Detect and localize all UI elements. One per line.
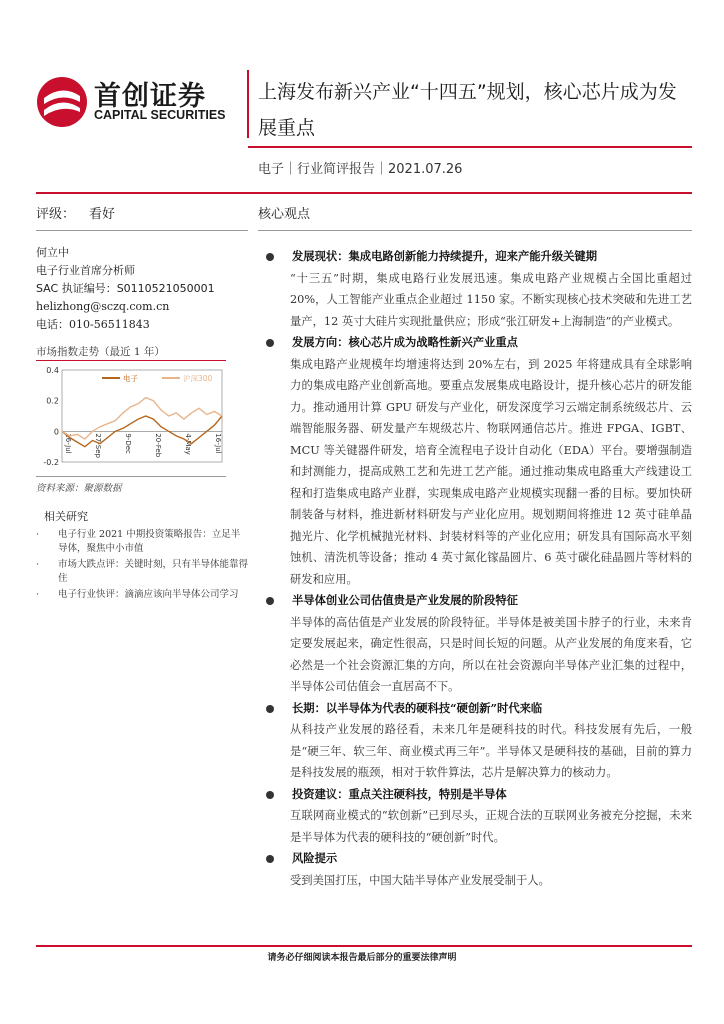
main-divider bbox=[258, 230, 692, 231]
y-tick-label: 0 bbox=[53, 427, 59, 437]
market-index-chart bbox=[36, 362, 226, 474]
y-tick-label: 0.4 bbox=[46, 366, 59, 375]
rating bbox=[36, 203, 115, 222]
section-paragraph: 半导体的高估值是产业发展的阶段特征。半导体是被美国卡脖子的行业，未来肯定要发展起来，确定性很高，只是时间长短的问题。从产业发展的角度来看，它必然是一个社会资源汇集的方向，所以在社会资源向半导体产业汇集的过程中，半导体公司估值会一直居高不下。 bbox=[290, 615, 692, 693]
section-risk bbox=[264, 848, 692, 891]
analyst-email[interactable]: helizhong@sczq.com.cn bbox=[36, 300, 170, 313]
section-paragraph: “十三五”时期，集成电路行业发展迅速。集成电路产业规模占全国比重超过 20%，人工智能产业重点企业超过 1150 家。不断实现核心技术突破和先进工艺量产，12 英寸大硅片实现批量供应；形成“张江研发+上海制造”的产业模式。 bbox=[290, 271, 692, 328]
section-heading: 风险提示 bbox=[292, 851, 338, 865]
chart-divider bbox=[36, 360, 226, 361]
y-tick-label: -0.2 bbox=[43, 458, 59, 467]
related-research-list bbox=[36, 528, 248, 604]
legend-label: 电子 bbox=[123, 374, 138, 383]
section-direction bbox=[264, 332, 692, 590]
section-investment-advice bbox=[264, 784, 692, 849]
report-subheading: 电子｜行业简评报告｜2021.07.26 bbox=[258, 162, 463, 177]
section-paragraph: 集成电路产业规模年均增速将达到 20%左右，到 2025 年将建成具有全球影响力的集成电路产业创新高地。要重点发展集成电路设计，提升核心芯片的研发能力。推动通用计算 GPU 研发与产业化，研发深度学习云端定制系统级芯片、云端智能服务器、研发量产车规级芯片、物联网通信芯片。推进 FPGA、IGBT、MCU 等关键器件研发，培育全流程电子设计自动化（EDA）平台。要增强制造和封测能力，提高成熟工艺和先进工艺产能。通过推动集成电路重大产线建设工程和打造集成电路产业群，实现集成电路产业规模实现翻一番的目标。要加快研制装备与材料，推进新材料研发与产业化应用。规划期间将推进 12 英寸硅单晶抛光片、化学机械抛光材料、封装材料等的产业化应用；研发具有国际高水平刻蚀机、清洗机等设备；推动 4 英寸氮化镓晶圆片、6 英寸碳化硅晶圆片等材料的研发和应用。 bbox=[290, 357, 692, 586]
y-tick-label: 0.2 bbox=[46, 396, 59, 406]
analyst-name: 何立中 bbox=[36, 246, 69, 259]
logo-text-cn: 首创证券 bbox=[94, 81, 206, 112]
bullet-icon bbox=[266, 791, 274, 799]
chart-bottom-divider bbox=[36, 476, 226, 477]
bullet-icon bbox=[266, 705, 274, 713]
x-tick-label: 27-Sep bbox=[94, 433, 102, 458]
logo-mark-icon bbox=[36, 76, 88, 128]
section-valuation bbox=[264, 590, 692, 698]
section-divider bbox=[36, 192, 692, 194]
chart-title: 市场指数走势（最近 1 年） bbox=[36, 346, 165, 358]
section-heading: 长期：以半导体为代表的硬科技“硬创新”时代来临 bbox=[292, 700, 543, 715]
core-views-title: 核心观点 bbox=[258, 207, 311, 222]
bullet-icon bbox=[266, 855, 274, 863]
report-title: 上海发布新兴产业“十四五”规划，核心芯片成为发展重点 bbox=[258, 81, 677, 139]
header-divider bbox=[248, 146, 692, 148]
legal-disclaimer: 请务必仔细阅读本报告最后部分的重要法律声明 bbox=[267, 953, 457, 963]
rating-value: 看好 bbox=[89, 207, 116, 222]
section-heading: 投资建议：重点关注硬科技，特别是半导体 bbox=[292, 786, 507, 801]
x-tick-label: 9-Dec bbox=[124, 433, 132, 454]
related-item[interactable]: · 电子行业快评：滴滴应该向半导体公司学习 bbox=[36, 588, 248, 602]
related-item[interactable]: · 电子行业 2021 中期投资策略报告：立足半导体，聚焦中小市值 bbox=[36, 528, 248, 556]
sidebar-divider bbox=[36, 230, 248, 231]
chart-frame bbox=[62, 370, 222, 462]
x-tick-label: 4-May bbox=[184, 433, 192, 455]
analyst-phone: 电话：010-56511843 bbox=[36, 318, 150, 331]
legend-label: 沪深300 bbox=[183, 374, 213, 383]
header-divider-vertical bbox=[247, 70, 249, 138]
section-paragraph: 从科技产业发展的路径看，未来几年是硬科技的时代。科技发展有先后，一般是“硬三年、软三年、商业模式再三年”。半导体又是硬科技的基础，目前的算力是科技发展的瓶颈，相对于软件算法，芯片是解决算力的核动力。 bbox=[290, 723, 692, 779]
section-long-term bbox=[264, 698, 692, 784]
section-heading: 发展方向：核心芯片成为战略性新兴产业重点 bbox=[292, 335, 518, 349]
bullet-icon bbox=[266, 253, 274, 261]
section-paragraph: 受到美国打压，中国大陆半导体产业发展受制于人。 bbox=[290, 873, 550, 887]
section-heading: 发展现状：集成电路创新能力持续提升，迎来产能升级关键期 bbox=[292, 249, 598, 263]
rating-label: 评级： bbox=[36, 207, 76, 222]
chart-svg bbox=[36, 362, 226, 474]
footer-divider bbox=[36, 945, 692, 947]
company-logo bbox=[36, 72, 236, 132]
related-research-heading: 相关研究 bbox=[44, 510, 88, 523]
bullet-icon bbox=[266, 597, 274, 605]
chart-source: 资料来源：聚源数据 bbox=[36, 483, 122, 494]
analyst-position: 电子行业首席分析师 bbox=[36, 264, 135, 277]
analyst-info bbox=[36, 244, 215, 334]
x-tick-label: 16-Jul bbox=[214, 433, 222, 454]
logo-text-en: CAPITAL SECURITIES bbox=[94, 108, 226, 122]
related-item[interactable]: · 市场大跌点评：关键时刻，只有半导体能靠得住 bbox=[36, 558, 248, 586]
bullet-icon bbox=[266, 339, 274, 347]
section-current-status bbox=[264, 246, 692, 332]
core-views-body bbox=[264, 246, 692, 891]
x-tick-label: 20-Feb bbox=[154, 433, 162, 458]
x-tick-label: 16-Jul bbox=[64, 433, 72, 454]
section-heading: 半导体创业公司估值贵是产业发展的阶段特征 bbox=[292, 593, 518, 607]
section-paragraph: 互联网商业模式的“软创新”已到尽头，正规合法的互联网业务被充分挖掘，未来是半导体为代表的硬科技的“硬创新”时代。 bbox=[290, 809, 692, 844]
analyst-sac-id: SAC 执证编号：S0110521050001 bbox=[36, 282, 215, 295]
